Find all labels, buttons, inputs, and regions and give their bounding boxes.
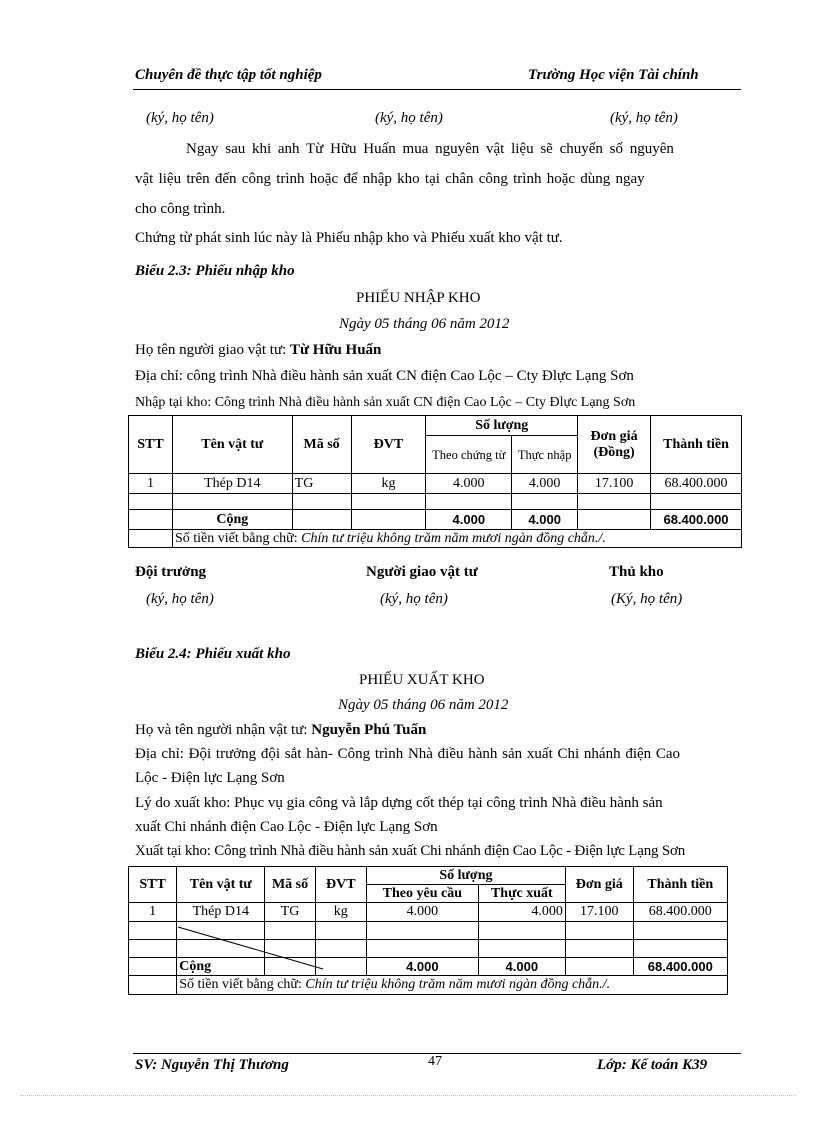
para-line-3: cho công trình. [135, 201, 226, 217]
sign-title-deliverer: Người giao vật tư [366, 564, 478, 580]
bieu23-address: Địa chỉ: công trình Nhà điều hành sản xuất CN điện Cao Lộc – Cty Đlực Lạng Sơn [135, 368, 634, 384]
bieu23-h-stt: STT [129, 416, 173, 474]
bieu24-words-label: Số tiền viết bằng chữ: [179, 977, 302, 992]
bieu23-h-unit: ĐVT [351, 416, 426, 474]
sign-note-3: (ký, họ tên) [610, 110, 678, 126]
bieu24-address-1: Địa chỉ: Đội trưởng đội sắt hàn- Công trình Nhà điều hành sản xuất Chi nhánh điện Cao [135, 746, 681, 762]
bieu23-deliverer-label: Họ tên người giao vật tư: [135, 342, 291, 358]
table-row [129, 474, 742, 494]
sign-note-deliverer: (ký, họ tên) [380, 591, 448, 607]
bieu23-h-code: Mã số [292, 416, 351, 474]
bieu23-h-qty: Số lượng [426, 416, 578, 436]
table-row-words [129, 976, 728, 995]
footer-left: SV: Nguyễn Thị Thương [135, 1057, 289, 1073]
bieu23-sum-total: 68.400.000 [651, 510, 742, 530]
page-number: 47 [428, 1054, 442, 1069]
bieu24-h-price: Đơn giá [565, 867, 633, 903]
bieu24-sum-qty-req: 4.000 [366, 958, 478, 976]
page-edge-dots [20, 1095, 796, 1096]
bieu23-sum-qty-doc: 4.000 [426, 510, 512, 530]
bieu24-label: Biểu 2.4: Phiếu xuất kho [135, 646, 291, 662]
sign-title-keeper: Thủ kho [609, 564, 664, 580]
bieu23-words [172, 530, 741, 548]
bieu24-reason-2: xuất Chi nhánh điện Cao Lộc - Điện lực Lạng Sơn [135, 819, 438, 835]
bieu24-sum-total: 68.400.000 [633, 958, 727, 976]
sign-note-captain: (ký, họ tên) [146, 591, 214, 607]
bieu23-r1-qty-actual: 4.000 [512, 474, 578, 494]
table-row [129, 494, 742, 510]
para-line-1: Ngay sau khi anh Từ Hữu Huấn mua nguyên vật liệu sẽ chuyển số nguyên [186, 141, 674, 157]
bieu23-sum-qty-actual: 4.000 [512, 510, 578, 530]
bieu24-address-2: Lộc - Điện lực Lạng Sơn [135, 770, 285, 786]
bieu23-h-qty-doc: Theo chứng từ [426, 436, 512, 474]
bieu24-r1-name: Thép D14 [177, 903, 265, 922]
bieu23-r1-price: 17.100 [578, 474, 651, 494]
bieu23-h-total: Thành tiền [651, 416, 742, 474]
bieu24-receiver [135, 722, 426, 739]
bieu24-r1-unit: kg [315, 903, 366, 922]
bieu24-words [177, 976, 728, 995]
para-line-2: vật liệu trên đến công trình hoặc để nhập kho tại chân công trình hoặc dùng ngay [135, 171, 645, 187]
bieu24-r1-code: TG [265, 903, 315, 922]
bieu23-r1-code: TG [292, 474, 351, 494]
bieu24-h-code: Mã số [265, 867, 315, 903]
footer-right: Lớp: Kế toán K39 [597, 1057, 708, 1073]
sign-note-1: (ký, họ tên) [146, 110, 214, 126]
bieu23-deliverer-name: Từ Hữu Huấn [290, 342, 382, 358]
bieu24-h-qty-req: Theo yêu cầu [366, 885, 478, 903]
bieu24-r1-total: 68.400.000 [633, 903, 727, 922]
bieu24-warehouse: Xuất tại kho: Công trình Nhà điều hành sản xuất Chi nhánh điện Cao Lộc - Điện lực Lạng Sơn [135, 843, 686, 859]
bieu24-h-stt: STT [129, 867, 177, 903]
sign-note-keeper: (Ký, họ tên) [611, 591, 683, 607]
bieu23-r1-total: 68.400.000 [651, 474, 742, 494]
bieu24-receiver-label: Họ và tên người nhận vật tư: [135, 722, 312, 738]
bieu24-h-total: Thành tiền [633, 867, 727, 903]
bieu23-words-label: Số tiền viết bằng chữ: [174, 530, 298, 546]
bieu24-r1-stt: 1 [129, 903, 177, 922]
sign-title-captain: Đội trưởng [135, 564, 207, 580]
bieu24-h-unit: ĐVT [315, 867, 366, 903]
table-row-sum [129, 510, 742, 530]
bieu23-title: PHIẾU NHẬP KHO [356, 290, 481, 306]
header-right: Trường Học viện Tài chính [528, 67, 699, 83]
table-row-words [129, 530, 742, 548]
bieu24-title: PHIẾU XUẤT KHO [359, 672, 485, 688]
table-row [129, 903, 728, 922]
sign-note-2: (ký, họ tên) [375, 110, 443, 126]
bieu23-r1-qty-doc: 4.000 [426, 474, 512, 494]
bieu23-h-price: Đơn giá (Đồng) [578, 416, 651, 474]
bieu23-warehouse: Nhập tại kho: Công trình Nhà điều hành sản xuất CN điện Cao Lộc – Cty Đlực Lạng Sơn [135, 395, 636, 410]
header-left: Chuyên đề thực tập tốt nghiệp [135, 67, 322, 83]
bieu23-r1-unit: kg [351, 474, 426, 494]
bieu24-h-name: Tên vật tư [177, 867, 265, 903]
bieu23-label: Biểu 2.3: Phiếu nhập kho [135, 263, 295, 279]
bieu24-r1-price: 17.100 [565, 903, 633, 922]
bieu23-deliverer [135, 342, 381, 359]
bieu23-h-qty-actual: Thực nhập [512, 436, 578, 474]
bieu23-date: Ngày 05 tháng 06 năm 2012 [339, 316, 510, 332]
table-strike-line [176, 923, 326, 971]
bieu23-table [128, 415, 742, 548]
bieu24-sum-label: Cộng [177, 958, 265, 976]
bieu23-sum-label: Cộng [172, 510, 292, 530]
header-rule [133, 89, 741, 90]
bieu24-r1-qty-req: 4.000 [366, 903, 478, 922]
bieu24-receiver-name: Nguyễn Phú Tuấn [311, 722, 427, 738]
bieu24-words-value: Chín tư triệu không trăm năm mươi ngàn đồng chẵn./. [305, 977, 611, 992]
bieu24-h-qty-actual: Thực xuất [478, 885, 565, 903]
bieu24-reason-1: Lý do xuất kho: Phục vụ gia công và lắp dựng cốt thép tại công trình Nhà điều hành sản [135, 795, 663, 811]
bieu24-sum-qty-actual: 4.000 [478, 958, 565, 976]
bieu24-r1-qty-actual: 4.000 [478, 903, 565, 922]
bieu23-r1-stt: 1 [129, 474, 173, 494]
bieu23-r1-name: Thép D14 [172, 474, 292, 494]
para-line-4: Chứng từ phát sinh lúc này là Phiếu nhập kho và Phiếu xuất kho vật tư. [135, 230, 563, 246]
bieu23-words-value: Chín tư triệu không trăm năm mươi ngàn đồng chẵn./. [301, 530, 606, 546]
bieu24-date: Ngày 05 tháng 06 năm 2012 [338, 697, 509, 713]
bieu24-h-qty: Số lượng [366, 867, 565, 885]
bieu23-h-name: Tên vật tư [172, 416, 292, 474]
